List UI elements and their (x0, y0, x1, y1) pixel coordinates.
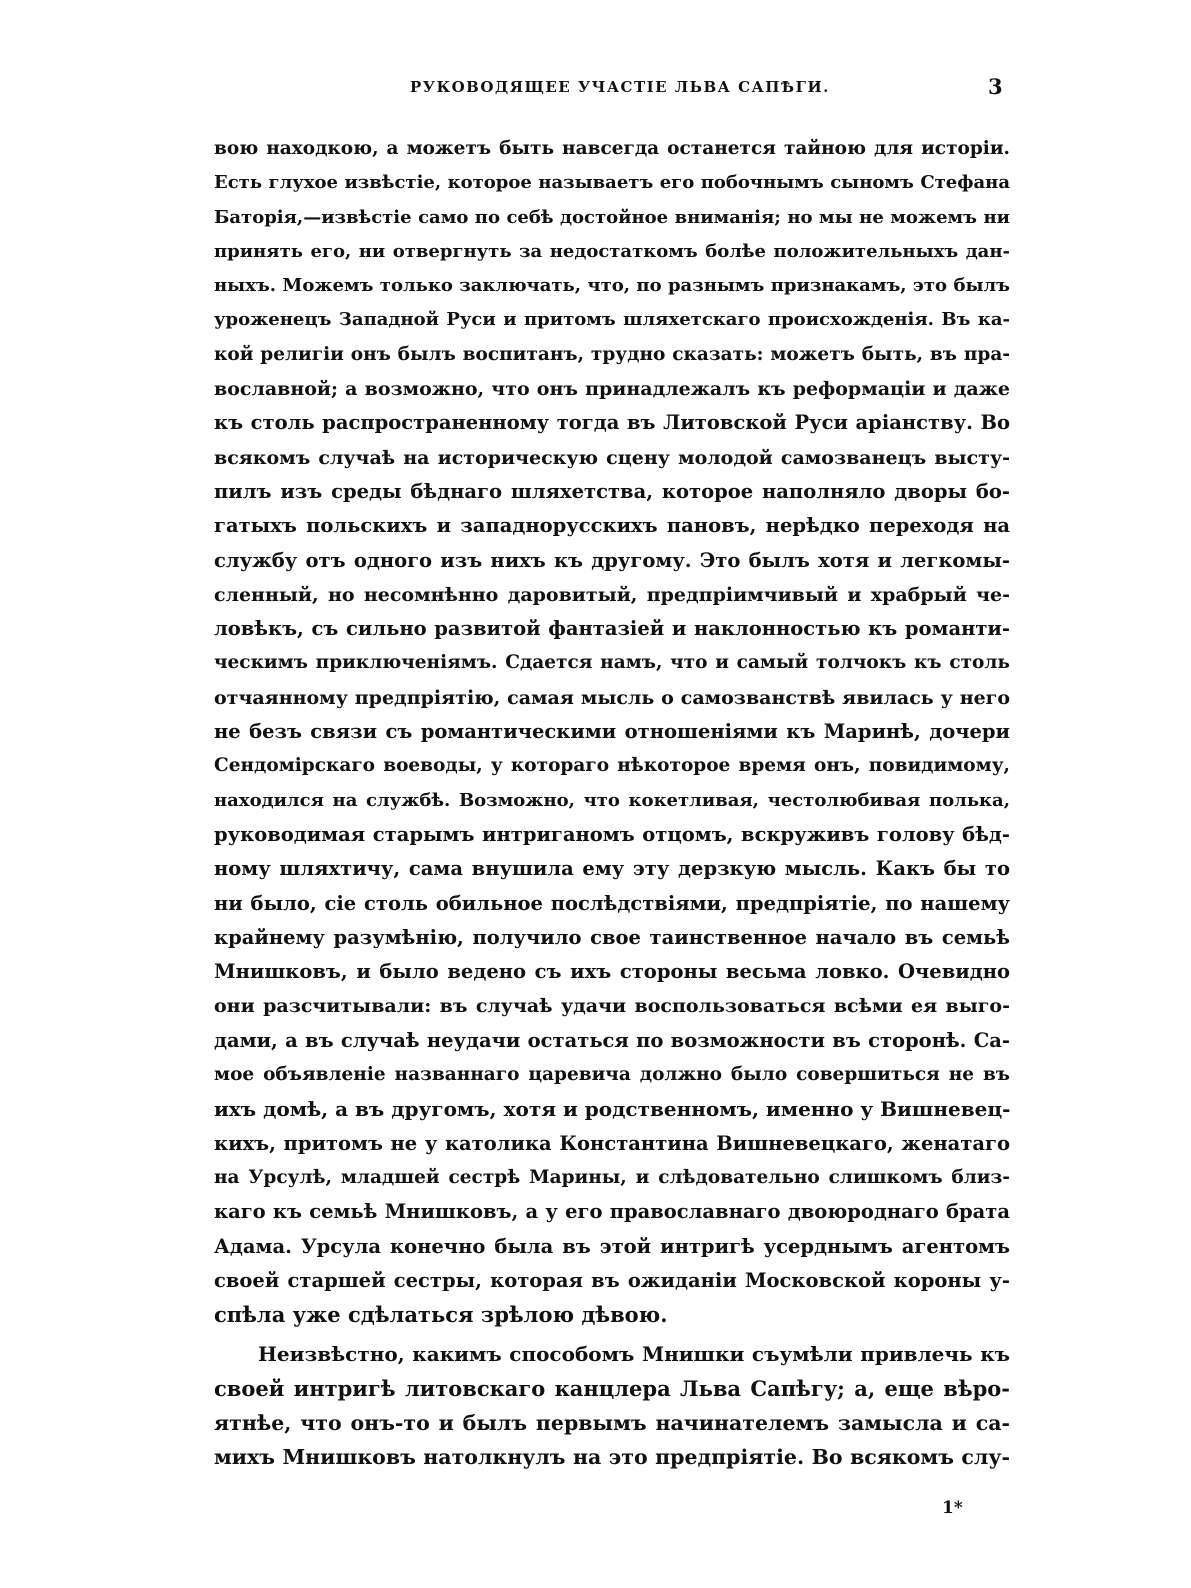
text-line: ихъ домѣ, а въ другомъ, хотя и родственномъ, именно у Вишневец- (214, 1097, 1010, 1122)
text-line: службу отъ одного изъ нихъ къ другому. Это былъ хотя и легкомы- (214, 548, 1010, 572)
text-line: своей интригѣ литовскаго канцлера Льва Сапѣгу; а, еще вѣро- (214, 1375, 1010, 1401)
text-line: уроженецъ Западной Руси и притомъ шляхетскаго происхожденія. Въ ка- (214, 309, 1010, 331)
signature-mark: 1* (942, 1498, 963, 1518)
text-line: руководимая старымъ интриганомъ отцомъ, вскруживъ голову бѣд- (214, 822, 1010, 846)
text-line: ческимъ приключеніямъ. Сдается намъ, что и самый толчокъ къ столь (214, 652, 1010, 674)
text-line: ни было, сіе столь обильное послѣдствіями, предпріятіе, по нашему (214, 891, 1010, 915)
text-line: ному шляхтичу, сама внушила ему эту дерзкую мысль. Какъ бы то (214, 857, 1010, 881)
paragraph-2 (214, 1337, 1010, 1474)
text-line: вою находкою, а можетъ быть навсегда останется тайною для исторіи. (214, 138, 1010, 159)
text-line: на Урсулѣ, младшей сестрѣ Марины, и слѣдовательно слишкомъ близ- (214, 1166, 1010, 1188)
text-line: Адама. Урсула конечно была въ этой интригѣ усерднымъ агентомъ (214, 1234, 1010, 1258)
paragraph-1 (214, 132, 1010, 1332)
text-line: крайнему разумѣнію, получило свое таинственное начало въ семьѣ (214, 925, 1010, 949)
running-title: РУКОВОДЯЩЕЕ УЧАСТІЕ ЛЬВА САПѢГИ. (410, 78, 830, 96)
text-line: михъ Мнишковъ натолкнулъ на это предпріятіе. Во всякомъ слу- (214, 1445, 1010, 1470)
text-line: ныхъ. Можемъ только заключать, что, по разнымъ признакамъ, это былъ (214, 275, 1010, 297)
text-line: Неизвѣстно, какимъ способомъ Мнишки съумѣли привлечь къ (258, 1342, 1010, 1367)
text-line: Мнишковъ, и было ведено съ ихъ стороны весьма ловко. Очевидно (214, 960, 1010, 984)
text-line: Баторія,—извѣстіе само по себѣ достойное вниманія; но мы не можемъ ни (214, 206, 1010, 228)
text-line: ятнѣе, что онъ-то и былъ первымъ начинателемъ замысла и са- (214, 1410, 1010, 1435)
text-line: пилъ изъ среды бѣднаго шляхетства, которое наполняло дворы бо- (214, 479, 1010, 503)
text-line: они разсчитывали: въ случаѣ удачи воспользоваться всѣми ея выго- (214, 995, 1010, 1018)
text-line: кихъ, притомъ не у католика Константина Вишневецкаго, женатаго (214, 1131, 1010, 1155)
text-line: Есть глухое извѣстіе, которое называетъ его побочнымъ сыномъ Стефана (214, 172, 1010, 194)
text-line: всякомъ случаѣ на историческую сцену молодой самозванецъ высту- (214, 446, 1010, 469)
text-line: принять его, ни отвергнуть за недостаткомъ болѣе положительныхъ дан- (214, 240, 1010, 262)
text-line: отчаянному предпріятію, самая мысль о самозванствѣ явилась у него (214, 686, 1010, 709)
text-line: находился на службѣ. Возможно, что кокетливая, честолюбивая полька, (214, 789, 1010, 811)
body-text (214, 132, 1010, 1475)
text-line: своей старшей сестры, которая въ ожиданіи Московской короны у- (214, 1268, 1010, 1292)
page-number: 3 (988, 74, 1003, 99)
text-line: Сендомірскаго воеводы, у котораго нѣкоторое время онъ, повидимому, (214, 755, 1010, 777)
text-line: сленный, но несомнѣнно даровитый, предпріимчивый и храбрый че- (214, 583, 1010, 606)
text-line: къ столь распространенному тогда въ Литовской Руси аріанству. Во (214, 411, 1010, 435)
text-line: ловѣкъ, съ сильно развитой фантазіей и наклонностью къ романти- (214, 617, 1010, 641)
text-line: дами, а въ случаѣ неудачи остаться по возможности въ сторонѣ. Са- (214, 1028, 1010, 1052)
text-line: кой религіи онъ былъ воспитанъ, трудно сказать: можетъ быть, въ пра- (214, 343, 1010, 365)
text-line: мое объявленіе названнаго царевича должно было совершиться не въ (214, 1064, 1010, 1086)
text-line: не безъ связи съ романтическими отношеніями къ Маринѣ, дочери (214, 720, 1010, 744)
text-line: вославной; а возможно, что онъ принадлежалъ къ реформаціи и даже (214, 378, 1010, 401)
text-line: спѣла уже сдѣлаться зрѣлою дѣвою. (214, 1302, 668, 1328)
text-line: гатыхъ польскихъ и западнорусскихъ пановъ, нерѣдко переходя на (214, 514, 1010, 538)
text-line: каго къ семьѣ Мнишковъ, а у его православнаго двоюроднаго брата (214, 1200, 1010, 1224)
